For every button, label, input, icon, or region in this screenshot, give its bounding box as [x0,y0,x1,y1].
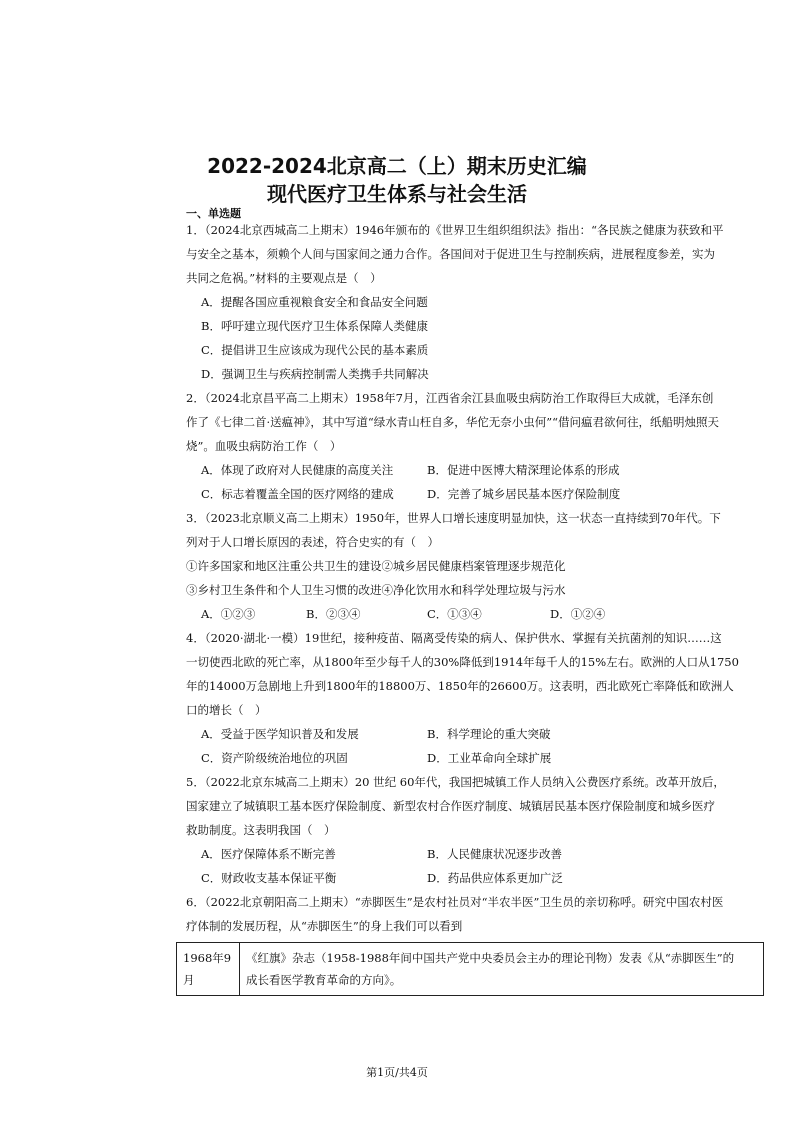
page-number: 第1页/共4页 [366,1066,428,1079]
table-content-line: 《红旗》杂志（1958-1988年间中国共产党中央委员会主办的理论刊物）发表《从“赤脚医生”的 [246,951,735,965]
q5-stem-line: 国家建立了城镇职工基本医疗保险制度、新型农村合作医疗制度、城镇居民基本医疗保险制度和城乡医疗 [186,799,715,813]
q6-material-table [176,942,764,996]
table-date-line: 月 [183,973,195,987]
q3-statement-line: ①许多国家和地区注重公共卫生的建设②城乡居民健康档案管理逐步规范化 [186,559,566,573]
q4-option-b: B．科学理论的重大突破 [427,727,551,741]
q1-stem-line: 1．（2024北京西城高二上期末）1946年颁布的《世界卫生组织组织法》指出：“各民族之健康为获致和平 [186,223,724,237]
q4-stem-line: 4．（2020·湖北·一模）19世纪，接种疫苗、隔离受传染的病人、保护供水、掌握有关抗菌剂的知识……这 [186,631,722,645]
q1-option-c: C．提倡讲卫生应该成为现代公民的基本素质 [201,343,429,357]
q2-option-c: C．标志着覆盖全国的医疗网络的建成 [201,487,394,501]
q4-stem-line: 口的增长（ ） [186,703,267,717]
q4-option-a: A．受益于医学知识普及和发展 [201,727,359,741]
q3-option-b: B．②③④ [306,607,361,621]
q1-option-d: D．强调卫生与疾病控制需人类携手共同解决 [201,367,429,381]
q4-option-c: C．资产阶级统治地位的巩固 [201,751,348,765]
table-date-line: 1968年9 [183,951,232,965]
q2-stem-line: 2．（2024北京昌平高二上期末）1958年7月，江西省余江县血吸虫病防治工作取得巨大成就，毛泽东创 [186,391,714,405]
q2-option-d: D．完善了城乡居民基本医疗保险制度 [427,487,621,501]
document-subtitle: 现代医疗卫生体系与社会生活 [267,182,527,206]
q3-option-d: D．①②④ [550,607,606,621]
section-heading: 一、单选题 [186,207,241,220]
q5-option-b: B．人民健康状况逐步改善 [427,847,562,861]
q6-stem-line: 6．（2022北京朝阳高二上期末）“赤脚医生”是农村社员对“半农半医”卫生员的亲切称呼。研究中国农村医 [186,895,724,909]
q4-stem-line: 年的14000万急剧地上升到1800年的18800万、1850年的26600万。这表明，西北欧死亡率降低和欧洲人 [186,679,734,693]
q3-statement-line: ③乡村卫生条件和个人卫生习惯的改进④净化饮用水和科学处理垃圾与污水 [186,583,566,597]
q4-option-d: D．工业革命向全球扩展 [427,751,552,765]
q5-option-d: D．药品供应体系更加广泛 [427,871,563,885]
q4-stem-line: 一切使西北欧的死亡率，从1800年至少每千人的30%降低到1914年每千人的15%左右。欧洲的人口从1750 [186,655,739,669]
q1-option-b: B．呼吁建立现代医疗卫生体系保障人类健康 [201,319,428,333]
q3-stem-line: 3．（2023北京顺义高二上期末）1950年，世界人口增长速度明显加快，这一状态一直持续到70年代。下 [186,511,721,525]
table-date-cell [177,943,240,996]
q2-stem-line: 烧”。血吸虫病防治工作（ ） [186,439,342,453]
q6-stem-line: 疗体制的发展历程，从“赤脚医生”的身上我们可以看到 [186,919,463,933]
table-content-line: 成长看医学教育革命的方向》。 [246,973,402,987]
q1-stem-line: 与安全之基本，须赖个人间与国家间之通力合作。各国间对于促进卫生与控制疾病，进展程度参差，实为 [186,247,715,261]
table-row [177,943,764,996]
q1-option-a: A．提醒各国应重视粮食安全和食品安全问题 [201,295,428,309]
table-content-cell [240,943,764,996]
q2-option-b: B．促进中医博大精深理论体系的形成 [427,463,620,477]
q3-option-c: C．①③④ [427,607,482,621]
q3-stem-line: 列对于人口增长原因的表述，符合史实的有（ ） [186,535,439,549]
q1-stem-line: 共同之危祸。”材料的主要观点是（ ） [186,271,382,285]
q5-stem-line: 救助制度。这表明我国（ ） [186,823,336,837]
document-title: 2022-2024北京高二（上）期末历史汇编 [207,154,587,178]
q5-stem-line: 5．（2022北京东城高二上期末）20 世纪 60年代，我国把城镇工作人员纳入公费医疗系统。改革开放后， [186,775,725,789]
q2-option-a: A．体现了政府对人民健康的高度关注 [201,463,394,477]
q3-option-a: A．①②③ [201,607,256,621]
q5-option-c: C．财政收支基本保证平衡 [201,871,337,885]
q2-stem-line: 作了《七律二首·送瘟神》，其中写道“绿水青山枉自多，华佗无奈小虫何”“借问瘟君欲何往，纸船明烛照天 [186,415,720,429]
q5-option-a: A．医疗保障体系不断完善 [201,847,336,861]
